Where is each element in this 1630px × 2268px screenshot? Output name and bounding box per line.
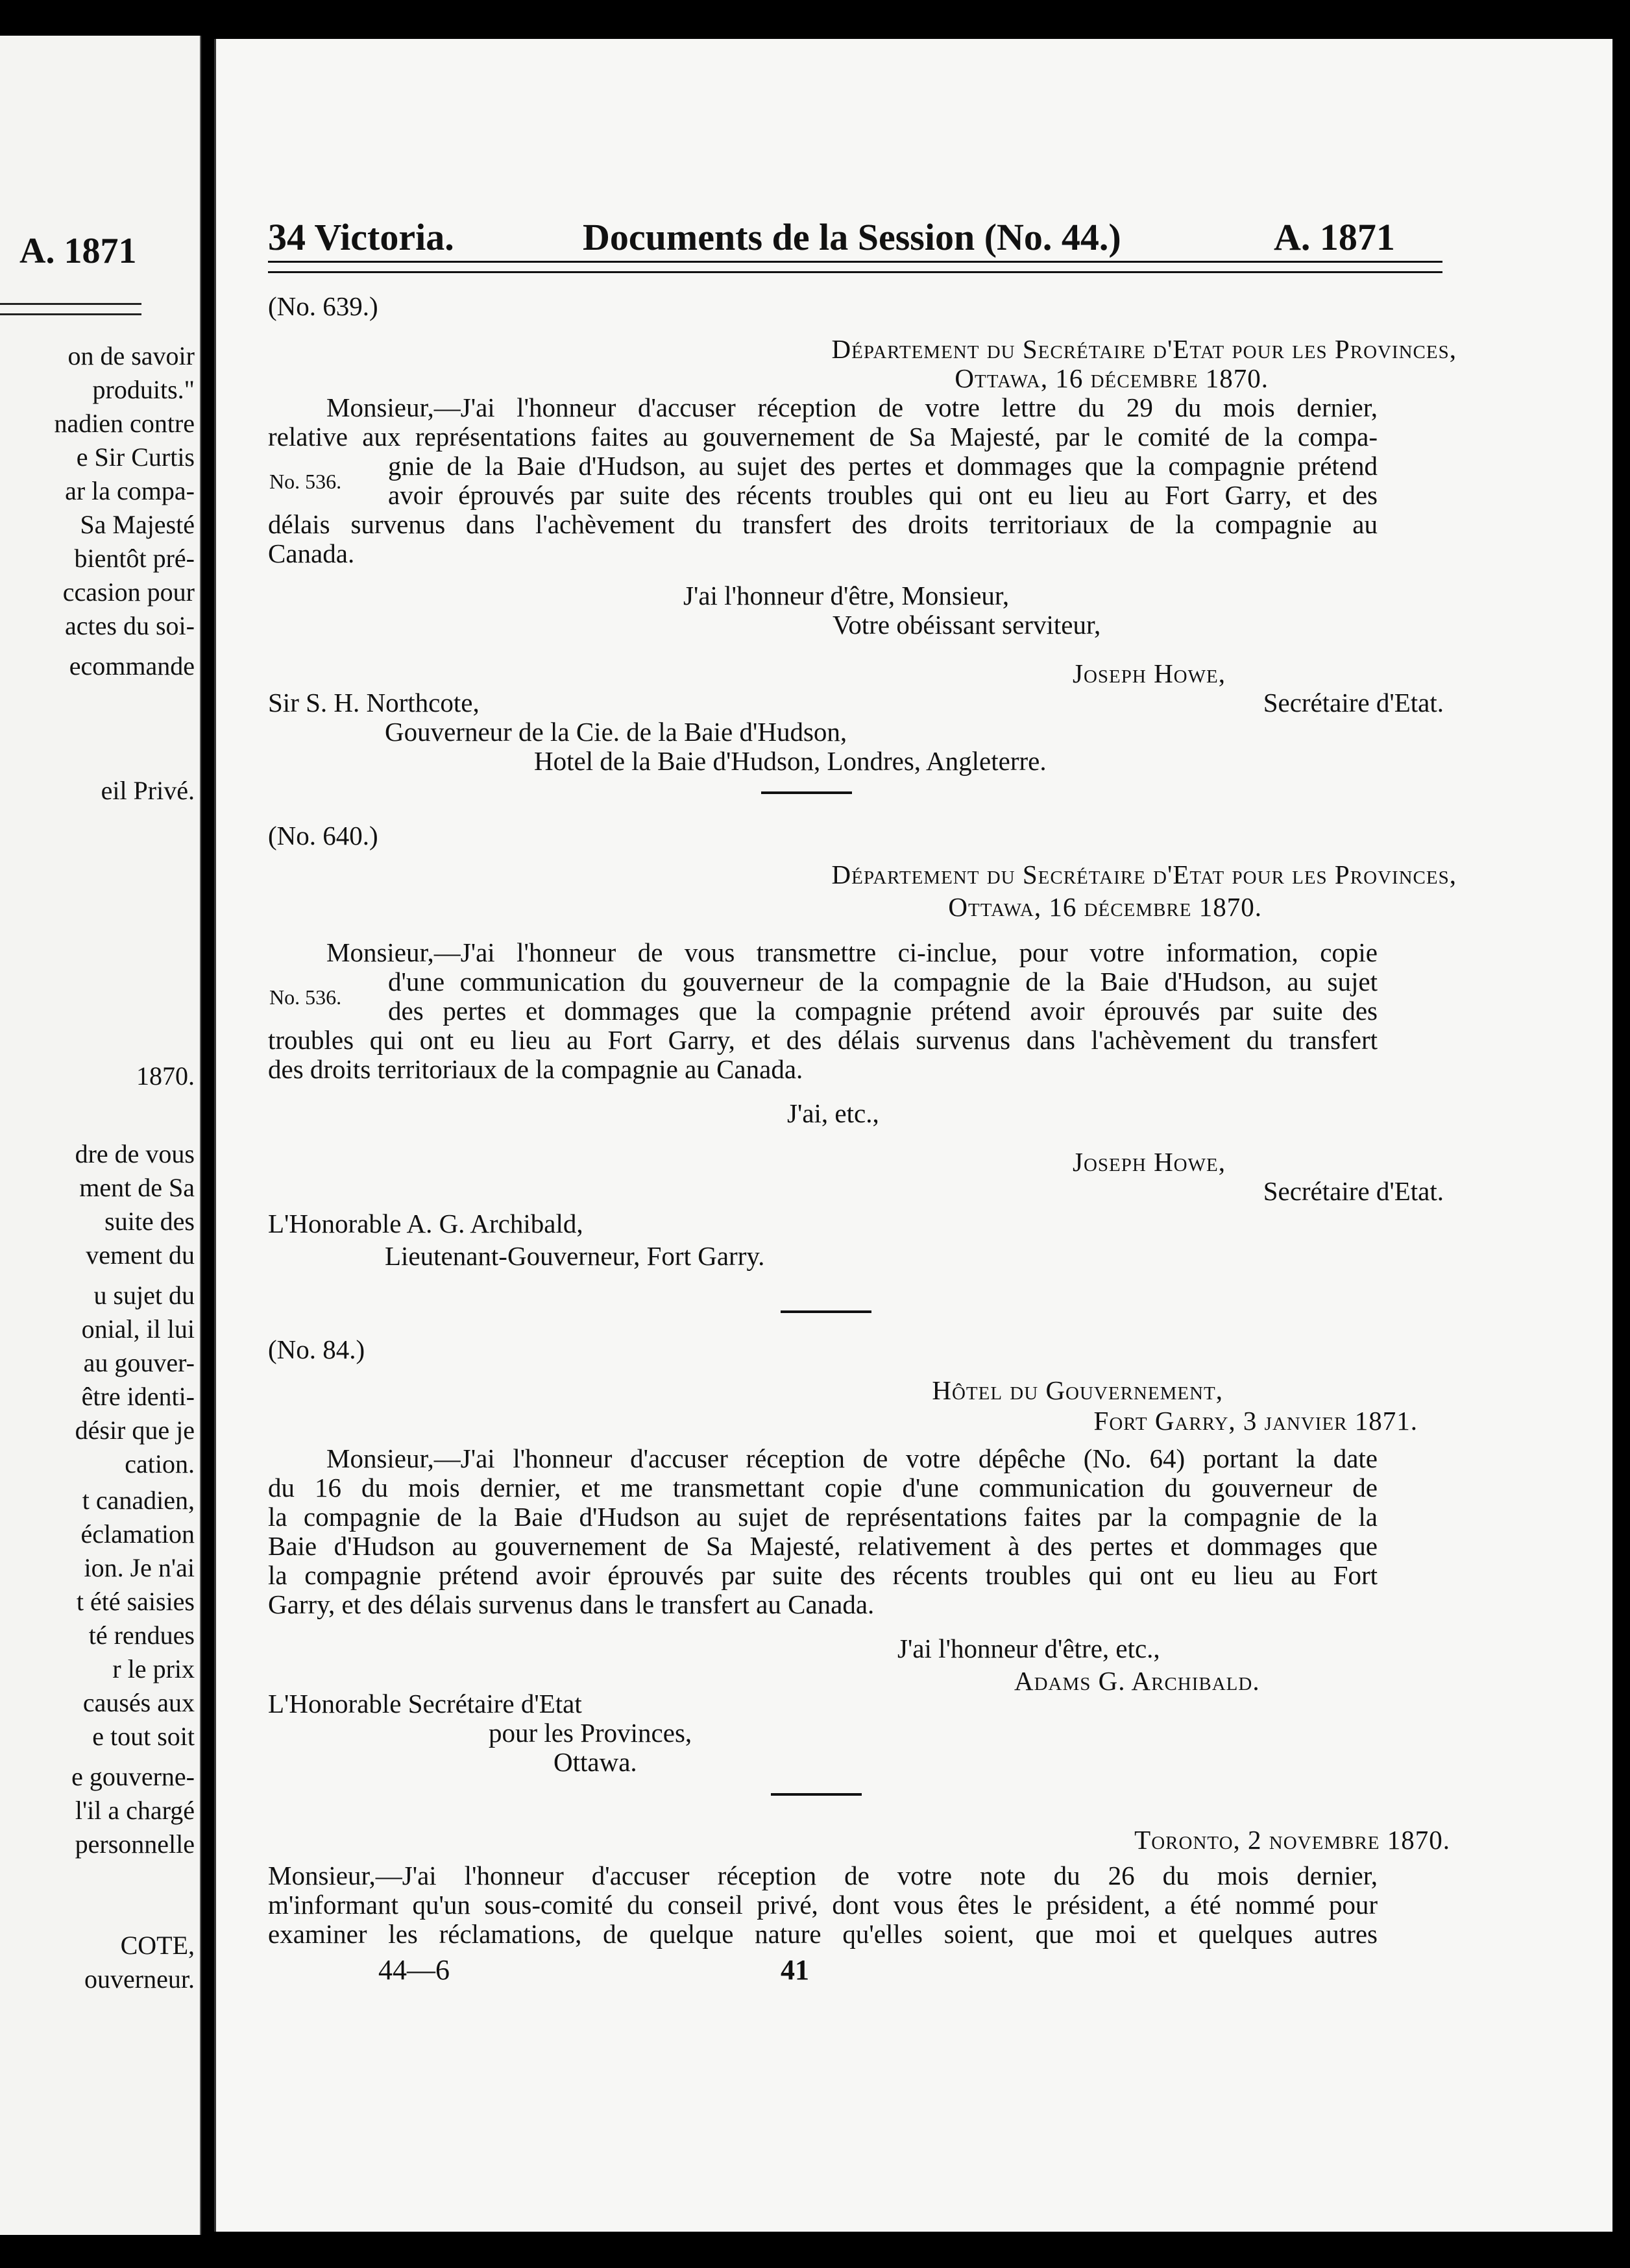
doc-639-closing: J'ai l'honneur d'être, Monsieur, bbox=[683, 581, 1010, 610]
toronto-body-line: Monsieur,—J'ai l'honneur d'accuser réception de votre note du 26 du mois dernier, bbox=[268, 1861, 1378, 1890]
doc-640-place-date: Ottawa, 16 décembre 1870. bbox=[948, 892, 1262, 922]
doc-639-body-line: Canada. bbox=[268, 538, 355, 568]
left-page-fragment bbox=[0, 36, 201, 2235]
toronto-body-line: examiner les réclamations, de quelque nature qu'elles soient, que moi et quelques autres bbox=[268, 1919, 1378, 1949]
doc-640-addressee: L'Honorable A. G. Archibald, bbox=[268, 1209, 583, 1238]
doc-639-place-date: Ottawa, 16 décembre 1870. bbox=[955, 363, 1269, 393]
left-header-rule bbox=[0, 303, 141, 305]
left-page-line: t été saisies bbox=[76, 1587, 195, 1616]
doc-640-body-line: des droits territoriaux de la compagnie au Canada. bbox=[268, 1054, 803, 1084]
left-page-line: bientôt pré- bbox=[74, 544, 195, 573]
doc-640-body-line: d'une communication du gouverneur de la compagnie de la Baie d'Hudson, au sujet bbox=[388, 967, 1378, 996]
doc-84-signer: Adams G. Archibald. bbox=[1014, 1666, 1260, 1696]
left-page-line: personnelle bbox=[75, 1829, 195, 1859]
header-right: A. 1871 bbox=[1274, 216, 1395, 258]
doc-640-body-line: troubles qui ont eu lieu au Fort Garry, et des délais survenus dans l'achèvement du transfert bbox=[268, 1025, 1378, 1055]
left-page-line: nadien contre bbox=[54, 409, 195, 438]
doc-639-signer-title: Secrétaire d'Etat. bbox=[1263, 688, 1444, 718]
doc-84-address-line: pour les Provinces, bbox=[489, 1718, 692, 1748]
left-page-line: u sujet du bbox=[93, 1281, 195, 1310]
doc-639-number: (No. 639.) bbox=[268, 291, 378, 321]
doc-639-addressee: Sir S. H. Northcote, bbox=[268, 688, 480, 718]
left-page-line: r le prix bbox=[112, 1654, 195, 1683]
left-page-line: ouverneur. bbox=[84, 1964, 195, 1994]
doc-84-body-line: Monsieur,—J'ai l'honneur d'accuser réception de votre dépêche (No. 64) portant la date bbox=[326, 1443, 1378, 1473]
doc-639-address-line: Hotel de la Baie d'Hudson, Londres, Angleterre. bbox=[534, 746, 1047, 776]
doc-84-body-line: Garry, et des délais survenus dans le transfert au Canada. bbox=[268, 1589, 875, 1619]
left-page-line: cation. bbox=[125, 1449, 195, 1478]
toronto-place-date: Toronto, 2 novembre 1870. bbox=[1134, 1825, 1450, 1855]
doc-640-signer: Joseph Howe, bbox=[1073, 1147, 1226, 1177]
doc-84-body-line: Baie d'Hudson au gouvernement de Sa Majesté, relativement à des pertes et dommages que bbox=[268, 1531, 1378, 1561]
left-page-line: ccasion pour bbox=[62, 577, 195, 607]
doc-640-number: (No. 640.) bbox=[268, 821, 378, 850]
left-page-header: A. 1871 bbox=[19, 231, 137, 271]
doc-639-body-line: avoir éprouvés par suite des récents troubles qui ont eu lieu au Fort Garry, et des bbox=[388, 480, 1378, 510]
left-page-line: actes du soi- bbox=[65, 611, 195, 640]
left-page-line: eil Privé. bbox=[101, 776, 195, 805]
doc-84-place-date: Fort Garry, 3 janvier 1871. bbox=[1093, 1406, 1418, 1436]
left-header-rule-2 bbox=[0, 313, 141, 315]
left-page-line: désir que je bbox=[75, 1416, 195, 1445]
doc-640-department: Département du Secrétaire d'Etat pour les Provinces, bbox=[831, 860, 1457, 889]
doc-84-body-line: du 16 du mois dernier, et me transmettant copie d'une communication du gouverneur de bbox=[268, 1473, 1378, 1502]
left-page-line: ion. Je n'ai bbox=[84, 1553, 195, 1582]
doc-640-body-line: Monsieur,—J'ai l'honneur de vous transmettre ci-inclue, pour votre information, copie bbox=[326, 937, 1378, 967]
doc-640-address-line: Lieutenant-Gouverneur, Fort Garry. bbox=[385, 1241, 765, 1271]
doc-640-signer-title: Secrétaire d'Etat. bbox=[1263, 1176, 1444, 1206]
left-page-line: té rendues bbox=[88, 1621, 195, 1650]
doc-84-body-line: la compagnie prétend avoir éprouvés par suite des récents troubles qui ont eu lieu au Fort bbox=[268, 1560, 1378, 1590]
doc-639-body-line: gnie de la Baie d'Hudson, au sujet des pertes et dommages que la compagnie prétend bbox=[388, 451, 1378, 481]
doc-84-department: Hôtel du Gouvernement, bbox=[932, 1375, 1223, 1405]
left-page-line: on de savoir bbox=[67, 341, 195, 370]
left-page-line: 1870. bbox=[136, 1061, 195, 1091]
doc-639-body-line: délais survenus dans l'achèvement du transfert des droits territoriaux de la compagnie au bbox=[268, 509, 1378, 539]
header-center: Documents de la Session (No. 44.) bbox=[583, 216, 1121, 258]
left-page-line: ar la compa- bbox=[65, 476, 195, 505]
left-page-line: être identi- bbox=[81, 1382, 195, 1411]
doc-84-number: (No. 84.) bbox=[268, 1334, 365, 1364]
left-page-line: vement du bbox=[86, 1240, 195, 1270]
section-separator bbox=[761, 791, 852, 794]
doc-639-body-line: relative aux représentations faites au gouvernement de Sa Majesté, par le comité de la compa- bbox=[268, 422, 1378, 452]
doc-639-address-line: Gouverneur de la Cie. de la Baie d'Hudson, bbox=[385, 717, 847, 747]
doc-640-closing: J'ai, etc., bbox=[787, 1098, 879, 1128]
doc-639-closing-2: Votre obéissant serviteur, bbox=[833, 610, 1101, 640]
left-page-line: e tout soit bbox=[92, 1722, 195, 1751]
left-page-line: suite des bbox=[104, 1207, 195, 1236]
doc-84-body-line: la compagnie de la Baie d'Hudson au sujet de représentations faites par la compagnie de la bbox=[268, 1502, 1378, 1532]
left-page-line: Sa Majesté bbox=[80, 510, 195, 539]
left-page-line: e Sir Curtis bbox=[76, 442, 195, 472]
left-page-line: t canadien, bbox=[82, 1486, 195, 1515]
left-page-line: causés aux bbox=[82, 1688, 195, 1717]
signature-mark: 44—6 bbox=[378, 1954, 450, 1986]
header-rule bbox=[268, 261, 1442, 263]
left-page-line: onial, il lui bbox=[81, 1314, 195, 1344]
left-page-line: l'il a chargé bbox=[75, 1796, 195, 1825]
left-page-line: ment de Sa bbox=[79, 1173, 195, 1202]
left-page-line: dre de vous bbox=[75, 1139, 195, 1168]
left-page-line: au gouver- bbox=[83, 1348, 195, 1377]
left-page-line: COTE, bbox=[120, 1931, 195, 1960]
doc-84-address-line: Ottawa. bbox=[553, 1747, 637, 1777]
left-page-line: produits." bbox=[92, 375, 195, 404]
doc-639-department: Département du Secrétaire d'Etat pour les Provinces, bbox=[831, 334, 1457, 364]
toronto-body-line: m'informant qu'un sous-comité du conseil privé, dont vous êtes le président, a été nommé pour bbox=[268, 1890, 1378, 1920]
doc-639-body-line: Monsieur,—J'ai l'honneur d'accuser réception de votre lettre du 29 du mois dernier, bbox=[326, 392, 1378, 422]
doc-84-closing: J'ai l'honneur d'être, etc., bbox=[897, 1634, 1160, 1663]
left-page-line: éclamation bbox=[80, 1519, 195, 1549]
doc-639-margin-reference: No. 536. bbox=[269, 470, 342, 493]
page-number: 41 bbox=[781, 1954, 809, 1986]
left-page-line: e gouverne- bbox=[71, 1762, 195, 1791]
doc-84-addressee: L'Honorable Secrétaire d'Etat bbox=[268, 1689, 582, 1719]
section-separator bbox=[781, 1310, 871, 1313]
header-left: 34 Victoria. bbox=[268, 216, 454, 258]
section-separator bbox=[771, 1793, 862, 1796]
document-page bbox=[214, 39, 1612, 2232]
left-page-line: ecommande bbox=[69, 651, 195, 681]
doc-640-margin-reference: No. 536. bbox=[269, 985, 342, 1009]
doc-640-body-line: des pertes et dommages que la compagnie prétend avoir éprouvés par suite des bbox=[388, 996, 1378, 1026]
header-rule-2 bbox=[268, 271, 1442, 273]
doc-639-signer: Joseph Howe, bbox=[1073, 658, 1226, 688]
